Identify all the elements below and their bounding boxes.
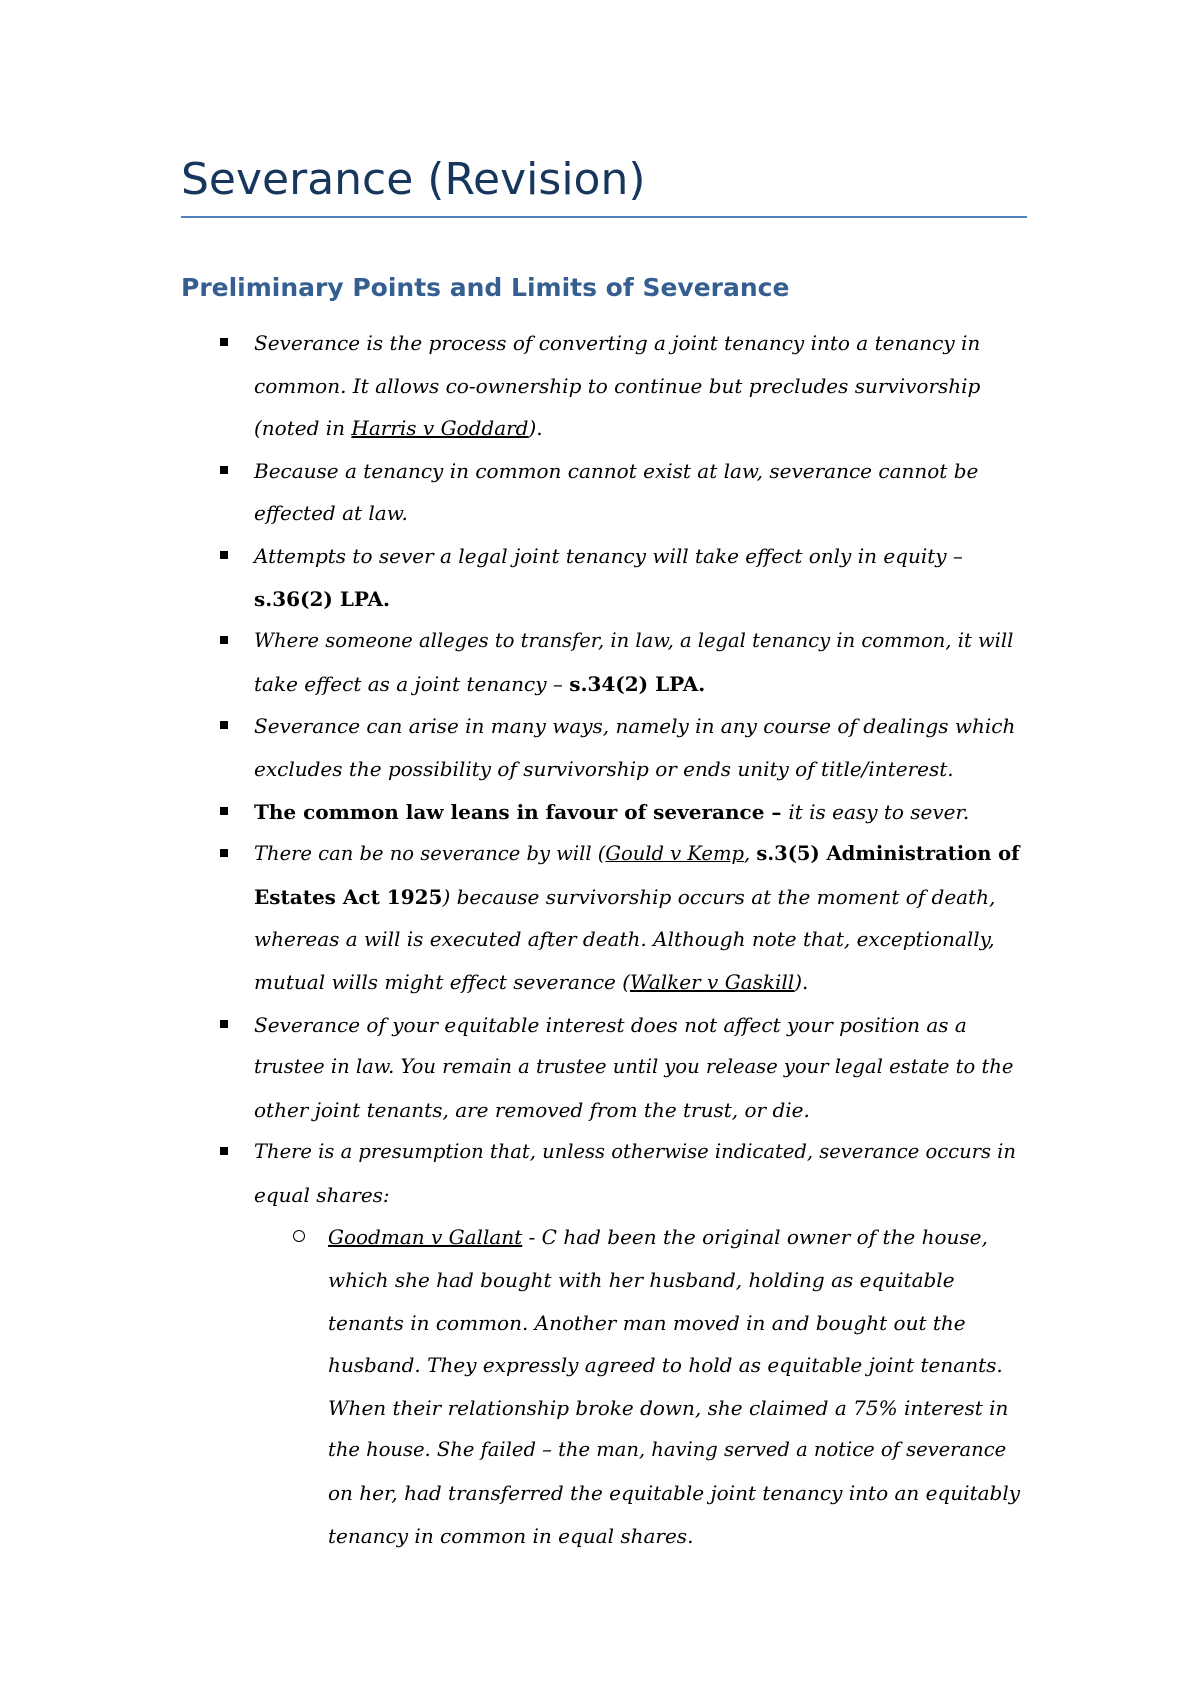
circle-bullet-icon: [293, 1230, 305, 1242]
square-bullet-icon: [220, 338, 228, 346]
square-bullet-icon: [220, 849, 228, 857]
list-item: Severance can arise in many ways, namely in any course of dealings which excludes the possibility of survivorship or ends unity of title/interest.: [254, 705, 1020, 790]
case-name: Gould v Kemp: [605, 842, 744, 866]
bullet-list: [0, 322, 1200, 1557]
square-bullet-icon: [220, 636, 228, 644]
statute-reference: Estates Act 1925: [254, 884, 443, 909]
list-item: Where someone alleges to transfer, in law, a legal tenancy in common, it will take effect as a joint tenancy – s.34(2) LPA.: [254, 620, 1020, 705]
statute-reference: s.3(5) Administration of: [756, 842, 1020, 866]
list-item: Because a tenancy in common cannot exist at law, severance cannot be effected at law.: [254, 450, 1020, 535]
list-item: The common law leans in favour of severance – it is easy to sever.: [254, 791, 1020, 834]
statute-reference: s.34(2) LPA.: [569, 671, 706, 696]
case-name: Walker v Gaskill: [630, 969, 795, 994]
list-item: Severance of your equitable interest does not affect your position as a trustee in law. You remain a trustee until you release your legal estate to the other joint tenants, are removed from the trust, or die.: [254, 1004, 1020, 1132]
list-item: Severance is the process of converting a joint tenancy into a tenancy in common. It allows co-ownership to continue but precludes survivorship (noted in Harris v Goddard).: [254, 322, 1020, 450]
sub-list-item: Goodman v Gallant - C had been the original owner of the house, which she had bought with her husband, holding as equitable tenants in common. Another man moved in and bought out the husband. They expressly agreed to hold as equitable joint tenants. When their relationship broke down, she claimed a 75% interest in the house. She failed – the man, having served a notice of severance on her, had transferred the equitable joint tenancy into an equitably tenancy in common in equal shares.: [328, 1216, 1020, 1557]
page-title: Severance (Revision): [181, 154, 646, 205]
list-item: There can be no severance by will (Gould v Kemp, s.3(5) Administration of Estates Act 1925) because survivorship occurs at the moment of death, whereas a will is executed after death. Although note that, exceptionally, mutual wills might effect severance (Walker v Gaskill).: [254, 833, 1020, 1003]
square-bullet-icon: [220, 1147, 228, 1155]
case-name: Harris v Goddard: [351, 416, 529, 441]
square-bullet-icon: [220, 466, 228, 474]
square-bullet-icon: [220, 1020, 228, 1028]
list-item: Attempts to sever a legal joint tenancy will take effect only in equity – s.36(2) LPA.: [254, 535, 1020, 620]
case-name: Goodman v Gallant: [328, 1225, 523, 1250]
square-bullet-icon: [220, 721, 228, 729]
list-item: There is a presumption that, unless otherwise indicated, severance occurs in equal shares:: [254, 1131, 1020, 1216]
statute-reference: s.36(2) LPA.: [254, 586, 390, 611]
title-underline: [181, 216, 1027, 218]
section-heading: Preliminary Points and Limits of Severance: [181, 273, 790, 302]
square-bullet-icon: [220, 807, 228, 815]
square-bullet-icon: [220, 551, 228, 559]
